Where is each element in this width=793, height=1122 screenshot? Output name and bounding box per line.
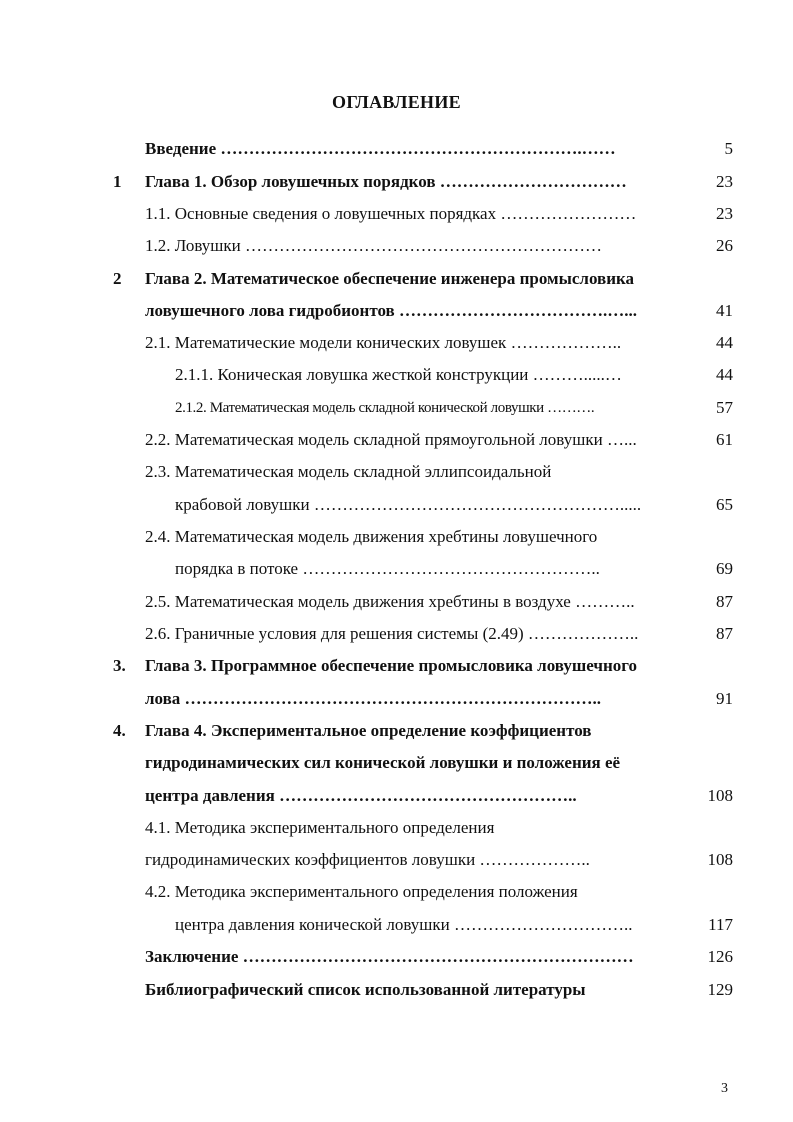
toc-entry-text: Библиографический список использованной литературы xyxy=(145,980,586,999)
toc-page-number: 69 xyxy=(716,559,733,578)
toc-page-number: 87 xyxy=(716,624,733,643)
toc-entry-text: 2.5. Математическая модель движения хребтины в воздухе ……….. xyxy=(145,592,635,611)
toc-entry-text: 1.2. Ловушки ……………………………………………………… xyxy=(145,236,602,255)
toc-page-number: 44 xyxy=(716,365,733,384)
toc-page-number: 57 xyxy=(716,398,733,417)
toc-entry-text: 2.6. Граничные условия для решения системы (2.49) ……………….. xyxy=(145,624,639,643)
toc-page-number: 91 xyxy=(716,689,733,708)
toc-entry-chapter-2 xyxy=(0,266,793,292)
toc-entry-text: 2.1. Математические модели конических ловушек ……………….. xyxy=(145,333,622,352)
toc-page-number: 23 xyxy=(716,172,733,191)
toc-entry-section-2-4-cont xyxy=(0,556,793,582)
toc-entry-section-1-2 xyxy=(0,233,793,259)
toc-entry-chapter-1 xyxy=(0,169,793,195)
toc-entry-section-4-1-cont xyxy=(0,847,793,873)
toc-entry-text: лова ……………………………………………………………….. xyxy=(145,689,602,708)
toc-entry-text: крабовой ловушки ………………………………………………..... xyxy=(175,495,642,514)
toc-entry-section-2-4 xyxy=(0,524,793,550)
toc-entry-text: 2.3. Математическая модель складной эллипсоидальной xyxy=(145,462,552,481)
toc-entry-text: 4.2. Методика экспериментального определения положения xyxy=(145,882,578,901)
toc-entry-chapter-4 xyxy=(0,718,793,744)
toc-page-number: 87 xyxy=(716,592,733,611)
toc-title: ОГЛАВЛЕНИЕ xyxy=(332,92,461,112)
toc-entry-text: 2.4. Математическая модель движения хребтины ловушечного xyxy=(145,527,598,546)
chapter-number: 3. xyxy=(113,656,126,675)
toc-entry-section-2-3-cont xyxy=(0,492,793,518)
toc-entry-text: 2.2. Математическая модель складной прямоугольной ловушки …... xyxy=(145,430,637,449)
toc-entry-section-2-1-2 xyxy=(0,395,793,421)
toc-entry-text: 1.1. Основные сведения о ловушечных порядках …………………… xyxy=(145,204,637,223)
toc-entry-introduction xyxy=(0,136,793,162)
toc-entry-text: центра давления конической ловушки ………………………….. xyxy=(175,915,633,934)
toc-entry-chapter-3 xyxy=(0,653,793,679)
toc-entry-bibliography xyxy=(0,977,793,1003)
toc-entry-chapter-2-cont xyxy=(0,298,793,324)
chapter-number: 2 xyxy=(113,269,122,288)
toc-page-number: 26 xyxy=(716,236,733,255)
chapter-number: 4. xyxy=(113,721,126,740)
toc-entry-text: Глава 4. Экспериментальное определение коэффициентов xyxy=(145,721,592,740)
toc-page-number: 23 xyxy=(716,204,733,223)
toc-entry-conclusion xyxy=(0,944,793,970)
toc-entry-section-4-1 xyxy=(0,815,793,841)
toc-entry-text: Глава 1. Обзор ловушечных порядков …………………………… xyxy=(145,172,627,191)
toc-entry-text: гидродинамических сил конической ловушки и положения её xyxy=(145,753,621,772)
toc-entry-text: гидродинамических коэффициентов ловушки ……………….. xyxy=(145,850,590,869)
toc-entry-text: ловушечного лова гидробионтов ……………………………….…... xyxy=(145,301,637,320)
toc-entry-text: Глава 2. Математическое обеспечение инженера промысловика xyxy=(145,269,635,288)
toc-entry-section-1-1 xyxy=(0,201,793,227)
chapter-number: 1 xyxy=(113,172,122,191)
toc-entry-text: 2.1.2. Математическая модель складной конической ловушки ………. xyxy=(175,400,595,416)
toc-entry-section-2-1 xyxy=(0,330,793,356)
toc-entry-text: порядка в потоке …………………………………………….. xyxy=(175,559,600,578)
toc-entry-text: 2.1.1. Коническая ловушка жесткой конструкции ……….....… xyxy=(175,365,622,384)
toc-entry-section-2-2 xyxy=(0,427,793,453)
toc-entry-text: центра давления …………………………………………….. xyxy=(145,786,577,805)
toc-page-number: 126 xyxy=(707,947,733,966)
toc-entry-section-4-2 xyxy=(0,879,793,905)
toc-entry-section-2-5 xyxy=(0,589,793,615)
toc-entry-section-2-1-1 xyxy=(0,362,793,388)
toc-page-number: 129 xyxy=(707,980,733,999)
toc-entry-chapter-4-cont-2 xyxy=(0,783,793,809)
toc-entry-text: Введение ……………………………………………………….…… xyxy=(145,139,616,158)
toc-entry-text: Глава 3. Программное обеспечение промысловика ловушечного xyxy=(145,656,638,675)
toc-page-number: 65 xyxy=(716,495,733,514)
toc-page-number: 41 xyxy=(716,301,733,320)
page-number: 3 xyxy=(721,1081,728,1096)
toc-page-number: 108 xyxy=(707,786,733,805)
toc-page-number: 44 xyxy=(716,333,733,352)
toc-entry-chapter-4-cont xyxy=(0,750,793,776)
toc-entry-section-2-6 xyxy=(0,621,793,647)
toc-entry-section-2-3 xyxy=(0,459,793,485)
toc-page-number: 61 xyxy=(716,430,733,449)
toc-page-number: 108 xyxy=(707,850,733,869)
toc-entry-chapter-3-cont xyxy=(0,686,793,712)
toc-page-number: 5 xyxy=(724,139,733,158)
toc-page-number: 117 xyxy=(708,915,733,934)
toc-entry-text: Заключение …………………………………………………………… xyxy=(145,947,634,966)
toc-entry-section-4-2-cont xyxy=(0,912,793,938)
toc-entry-text: 4.1. Методика экспериментального определения xyxy=(145,818,495,837)
